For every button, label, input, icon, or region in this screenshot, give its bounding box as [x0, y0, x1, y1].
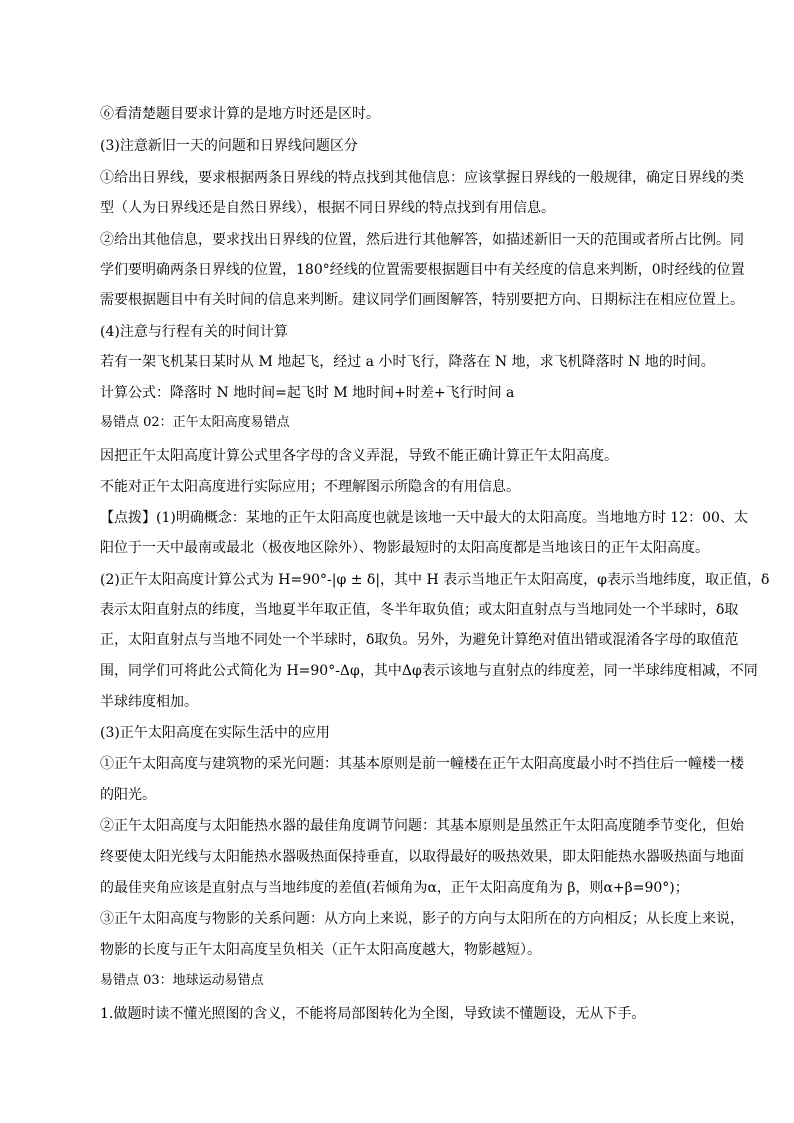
text-line: 物影的长度与正午太阳高度呈负相关（正午太阳高度越大，物影越短）。	[100, 942, 541, 958]
text-line: 围，同学们可将此公式简化为 H=90°-Δφ，其中Δφ表示该地与直射点的纬度差，同一半球纬度相减，不同	[100, 663, 758, 679]
tip-line: 【点拨】(1)明确概念：某地的正午太阳高度也就是该地一天中最大的太阳高度。当地地方时 12：00、太	[100, 510, 748, 526]
text-line: 1.做题时读不懂光照图的含义，不能将局部图转化为全图，导致读不懂题设，无从下手。	[100, 1006, 646, 1022]
text-line: 型（人为日界线还是自然日界线），根据不同日界线的特点找到有用信息。	[100, 200, 555, 216]
text-line: 半球纬度相加。	[100, 694, 198, 710]
text-line: 不能对正午太阳高度进行实际应用；不理解图示所隐含的有用信息。	[100, 479, 520, 495]
text-line: 需要根据题目中有关时间的信息来判断。建议同学们画图解答，特别要把方向、日期标注在相应位置上。	[100, 292, 744, 308]
text-line: 学们要明确两条日界线的位置，180°经线的位置需要根据题目中有关经度的信息来判断，0时经线的位置	[100, 262, 745, 278]
text-line: ②正午太阳高度与太阳能热水器的最佳角度调节问题：其基本原则是虽然正午太阳高度随季节变化，但始	[100, 818, 744, 834]
error-point-heading: 易错点 02：正午太阳高度易错点	[100, 415, 290, 430]
text-line: ①正午太阳高度与建筑物的采光问题：其基本原则是前一幢楼在正午太阳高度最小时不挡住后一幢楼一楼	[100, 756, 744, 772]
text-line: 阳位于一天中最南或最北（极夜地区除外）、物影最短时的太阳高度都是当地该日的正午太阳高度。	[100, 540, 709, 556]
error-point-heading: 易错点 03：地球运动易错点	[100, 973, 264, 988]
text-line: 的阳光。	[100, 787, 156, 803]
text-line: ①给出日界线，要求根据两条日界线的特点找到其他信息：应该掌握日界线的一般规律，确定日界线的类	[100, 170, 744, 186]
text-line: (2)正午太阳高度计算公式为 H=90°-|φ ± δ|，其中 H 表示当地正午太阳高度，φ表示当地纬度，取正值，δ	[100, 572, 770, 588]
section-heading: (3)正午太阳高度在实际生活中的应用	[100, 725, 330, 741]
text-line: 的最佳夹角应该是直射点与当地纬度的差值(若倾角为α，正午太阳高度角为 β，则α+β=90°)；	[100, 880, 689, 896]
section-heading: (4)注意与行程有关的时间计算	[100, 324, 288, 340]
formula-line: 计算公式：降落时 N 地时间=起飞时 M 地时间+时差+飞行时间 a	[100, 385, 515, 401]
text-line: 因把正午太阳高度计算公式里各字母的含义弄混，导致不能正确计算正午太阳高度。	[100, 448, 618, 464]
text-line: 若有一架飞机某日某时从 M 地起飞，经过 a 小时飞行，降落在 N 地，求飞机降落时 N 地的时间。	[100, 354, 715, 370]
text-line: ⑥看清楚题目要求计算的是地方时还是区时。	[100, 106, 380, 122]
text-line: 终要使太阳光线与太阳能热水器吸热面保持垂直，以取得最好的吸热效果，即太阳能热水器吸热面与地面	[100, 849, 744, 865]
text-line: 表示太阳直射点的纬度，当地夏半年取正值，冬半年取负值；或太阳直射点与当地同处一个半球时，δ取	[100, 602, 739, 618]
text-line: 正，太阳直射点与当地不同处一个半球时，δ取负。另外，为避免计算绝对值出错或混淆各字母的取值范	[100, 632, 739, 648]
section-heading: (3)注意新旧一天的问题和日界线问题区分	[100, 138, 358, 154]
text-line: ②给出其他信息，要求找出日界线的位置，然后进行其他解答，如描述新旧一天的范围或者所占比例。同	[100, 232, 744, 248]
text-line: ③正午太阳高度与物影的关系问题：从方向上来说，影子的方向与太阳所在的方向相反；从长度上来说，	[100, 911, 744, 927]
